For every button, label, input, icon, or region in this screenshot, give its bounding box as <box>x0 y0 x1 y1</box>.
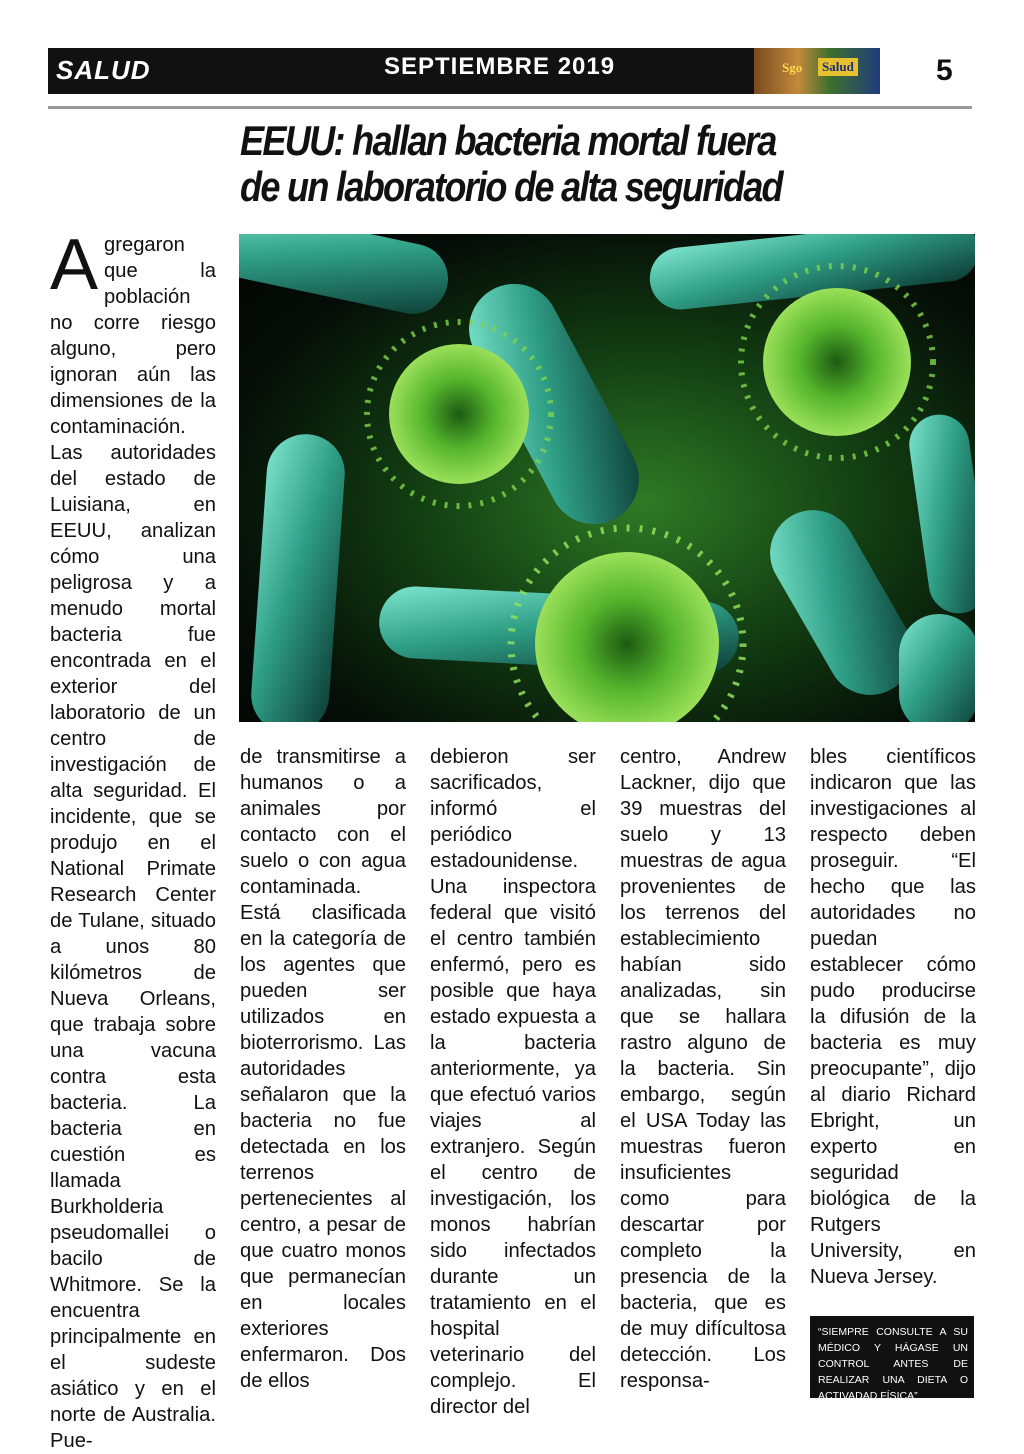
headline-line-2: de un laboratorio de alta seguridad <box>240 163 782 210</box>
column-3-text: debieron ser sacrificados, informó el periódico estadounidense. Una inspectora federal que visitó el centro también enfermó, pero es posible que haya estado expuesta a la bacteria anteriormente, ya que efectuó varios viajes al extranjero. Según el centro de investigación, los monos habrían sido infectados durante un tratamiento en el hospital veterinario del complejo. El director del <box>430 746 596 1418</box>
article-column-4 <box>620 744 786 1394</box>
logo-text-right: Salud <box>818 58 858 76</box>
column-5-text: bles científicos indicaron que las investigaciones al respecto deben proseguir. “El hecho que las autoridades no puedan establecer cómo pudo producirse la difusión de la bacteria es muy preocupante”, dijo al diario Richard Ebright, un experto en seguridad biológica de la Rutgers University, en Nueva Jersey. <box>810 746 976 1288</box>
column-1-text: gregaron que la población no corre riesgo alguno, pero ignoran aún las dimensiones de la contaminación. Las autoridades del estado de Luisiana, en EEUU, analizan cómo una peligrosa y a menudo mortal bacteria fue encontrada en el exterior del laboratorio de un centro de investigación de alta seguridad. El incidente, que se produjo en el National Primate Research Center de Tulane, situado a unos 80 kilómetros de Nueva Orleans, que trabaja sobre una vacuna contra esta bacteria. La bacteria en cuestión es llamada Burkholderia pseudomallei o bacilo de Whitmore. Se la encuentra principalmente en el sudeste asiático y en el norte de Australia. Pue- <box>50 234 216 1452</box>
health-notice-box <box>810 1316 974 1402</box>
article-column-1 <box>50 225 216 1454</box>
article-column-2 <box>240 744 406 1394</box>
bacteria-illustration-svg <box>239 234 975 722</box>
header-divider <box>48 106 972 109</box>
column-4-text: centro, Andrew Lackner, dijo que 39 muestras del suelo y 13 muestras de agua provenientes de los terrenos del establecimiento habían sido analizadas, sin que se hallara rastro alguno de la bacteria. Sin embargo, según el USA Today las muestras fueron insuficientes como para descartar por completo la presencia de la bacteria, que es de muy difícultosa detección. Los responsa- <box>620 746 786 1392</box>
article-column-5 <box>810 744 976 1290</box>
health-notice-text: “SIEMPRE CONSULTE A SU MÉDICO Y HÁGASE UN CONTROL ANTES DE REALIZAR UNA DIETA O ACTIVADAD FÍSICA” <box>818 1326 968 1402</box>
header-bar <box>48 48 754 94</box>
logo-text-left: Sgo <box>782 60 803 75</box>
page-number: 5 <box>936 54 953 87</box>
section-title: SALUD <box>56 55 151 85</box>
issue-date: SEPTIEMBRE 2019 <box>384 53 616 80</box>
bacteria-illustration-icon <box>239 234 975 722</box>
headline-line-1: EEUU: hallan bacteria mortal fuera <box>240 117 776 164</box>
page-header <box>48 48 972 94</box>
publication-logo <box>754 48 880 94</box>
article-column-3 <box>430 744 596 1420</box>
article-headline <box>240 118 876 210</box>
drop-cap: A <box>50 225 99 305</box>
column-2-text: de transmitirse a humanos o a animales por contacto con el suelo o con agua contaminada. Está clasificada en la categoría de los agentes que pueden ser utilizados en bioterrorismo. Las autoridades señalaron que la bacteria no fue detectada en los terrenos pertenecientes al centro, a pesar de que cuatro monos que permanecían en locales exteriores enfermaron. Dos de ellos <box>240 746 406 1392</box>
